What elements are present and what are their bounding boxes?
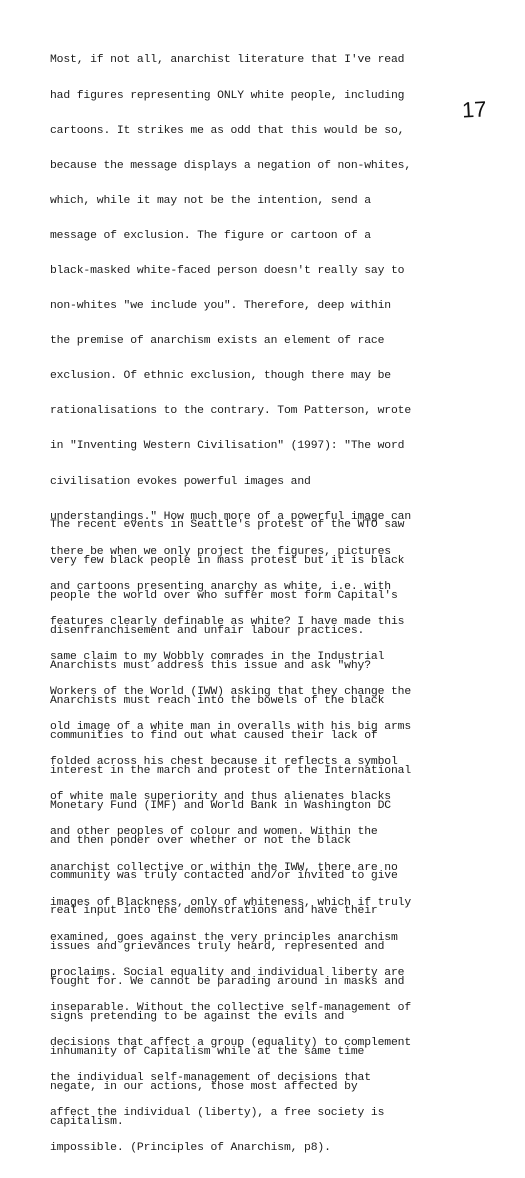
text-line: same claim to my Wobbly comrades in the Industrial <box>50 651 385 663</box>
text-line: impossible. (Principles of Anarchism, p8). <box>50 1142 331 1155</box>
text-line: rationalisations to the contrary. Tom Patterson, wrote <box>50 405 412 418</box>
text-line: decisions that affect a group (equality) to complement <box>50 1037 412 1050</box>
text-line: because the message displays a negation of non-whites, <box>50 159 412 172</box>
text-line: inhumanity of Capitalism while at the same time <box>50 1045 365 1058</box>
text-line: proclaims. Social equality and individual liberty are <box>50 966 405 979</box>
text-line: examined, goes against the very principles anarchism <box>50 931 398 944</box>
text-line: and cartoons presenting anarchy as white, i.e. with <box>50 580 391 593</box>
text-line: the individual self-management of decisions that <box>50 1072 371 1085</box>
text-line: Most, if not all, anarchist literature that I've read <box>50 54 405 67</box>
text-line: Monetary Fund (IMF) and World Bank in Washington DC <box>50 800 391 813</box>
paragraph-2 <box>50 497 490 1152</box>
text-line: had figures representing ONLY white people, including <box>50 89 405 102</box>
text-line: the premise of anarchism exists an element of race <box>50 335 385 348</box>
page-number: 17 <box>461 96 488 123</box>
text-line: old image of a white man in overalls with his big arms <box>50 721 412 734</box>
text-line: disenfranchisement and unfair labour practices. <box>50 624 365 637</box>
text-line: Workers of the World (IWW) asking that they change the <box>50 686 412 699</box>
text-line: cartoons. It strikes me as odd that this would be so, <box>50 124 405 137</box>
text-line: images of Blackness, only of whiteness, which if truly <box>50 896 412 909</box>
text-line: there be when we only project the figures, pictures <box>50 545 391 558</box>
text-line: of white male superiority and thus alienates blacks <box>50 791 391 804</box>
text-line: issues and grievances truly heard, represented and <box>50 940 385 953</box>
text-line: interest in the march and protest of the International <box>50 765 412 778</box>
text-line: community was truly contacted and/or invited to give <box>50 870 398 883</box>
text-line: very few black people in mass protest but it is black <box>50 554 405 567</box>
text-line: anarchist collective or within the IWW, there are no <box>50 861 398 874</box>
text-line: inseparable. Without the collective self-management of <box>50 1001 412 1014</box>
text-line: negate, in our actions, those most affected by <box>50 1080 358 1093</box>
text-line: in "Inventing Western Civilisation" (1997): "The word <box>50 440 405 453</box>
text-line: capitalism. <box>50 1116 124 1128</box>
text-line: and then ponder over whether or not the black <box>50 835 351 848</box>
text-line: affect the individual (liberty), a free society is <box>50 1107 385 1120</box>
text-line: exclusion. Of ethnic exclusion, though there may be <box>50 370 391 383</box>
text-line: Anarchists must address this issue and ask "why? <box>50 659 371 672</box>
text-line: communities to find out what caused their lack of <box>50 729 378 742</box>
text-line: message of exclusion. The figure or cartoon of a <box>50 229 371 242</box>
text-line: black-masked white-faced person doesn't really say to <box>50 264 405 277</box>
text-line: folded across his chest because it reflects a symbol <box>50 756 398 769</box>
text-line: signs pretending to be against the evils and <box>50 1010 345 1023</box>
text-line: people the world over who suffer most form Capital's <box>50 589 398 602</box>
text-line: understandings." How much more of a powerful image can <box>50 510 412 523</box>
text-line: features clearly definable as white? I have made this <box>50 615 405 628</box>
text-line: which, while it may not be the intention, send a <box>50 194 371 207</box>
text-line: Anarchists must reach into the bowels of the black <box>50 694 385 707</box>
text-line: and other peoples of colour and women. Within the <box>50 826 378 839</box>
text-line: real input into the demonstrations and have their <box>50 905 378 918</box>
text-line: The recent events in Seattle's protest of the WTO saw <box>50 519 405 532</box>
text-line: non-whites "we include you". Therefore, deep within <box>50 300 391 313</box>
text-line: fought for. We cannot be parading around in masks and <box>50 975 405 988</box>
text-line: civilisation evokes powerful images and <box>50 475 311 488</box>
